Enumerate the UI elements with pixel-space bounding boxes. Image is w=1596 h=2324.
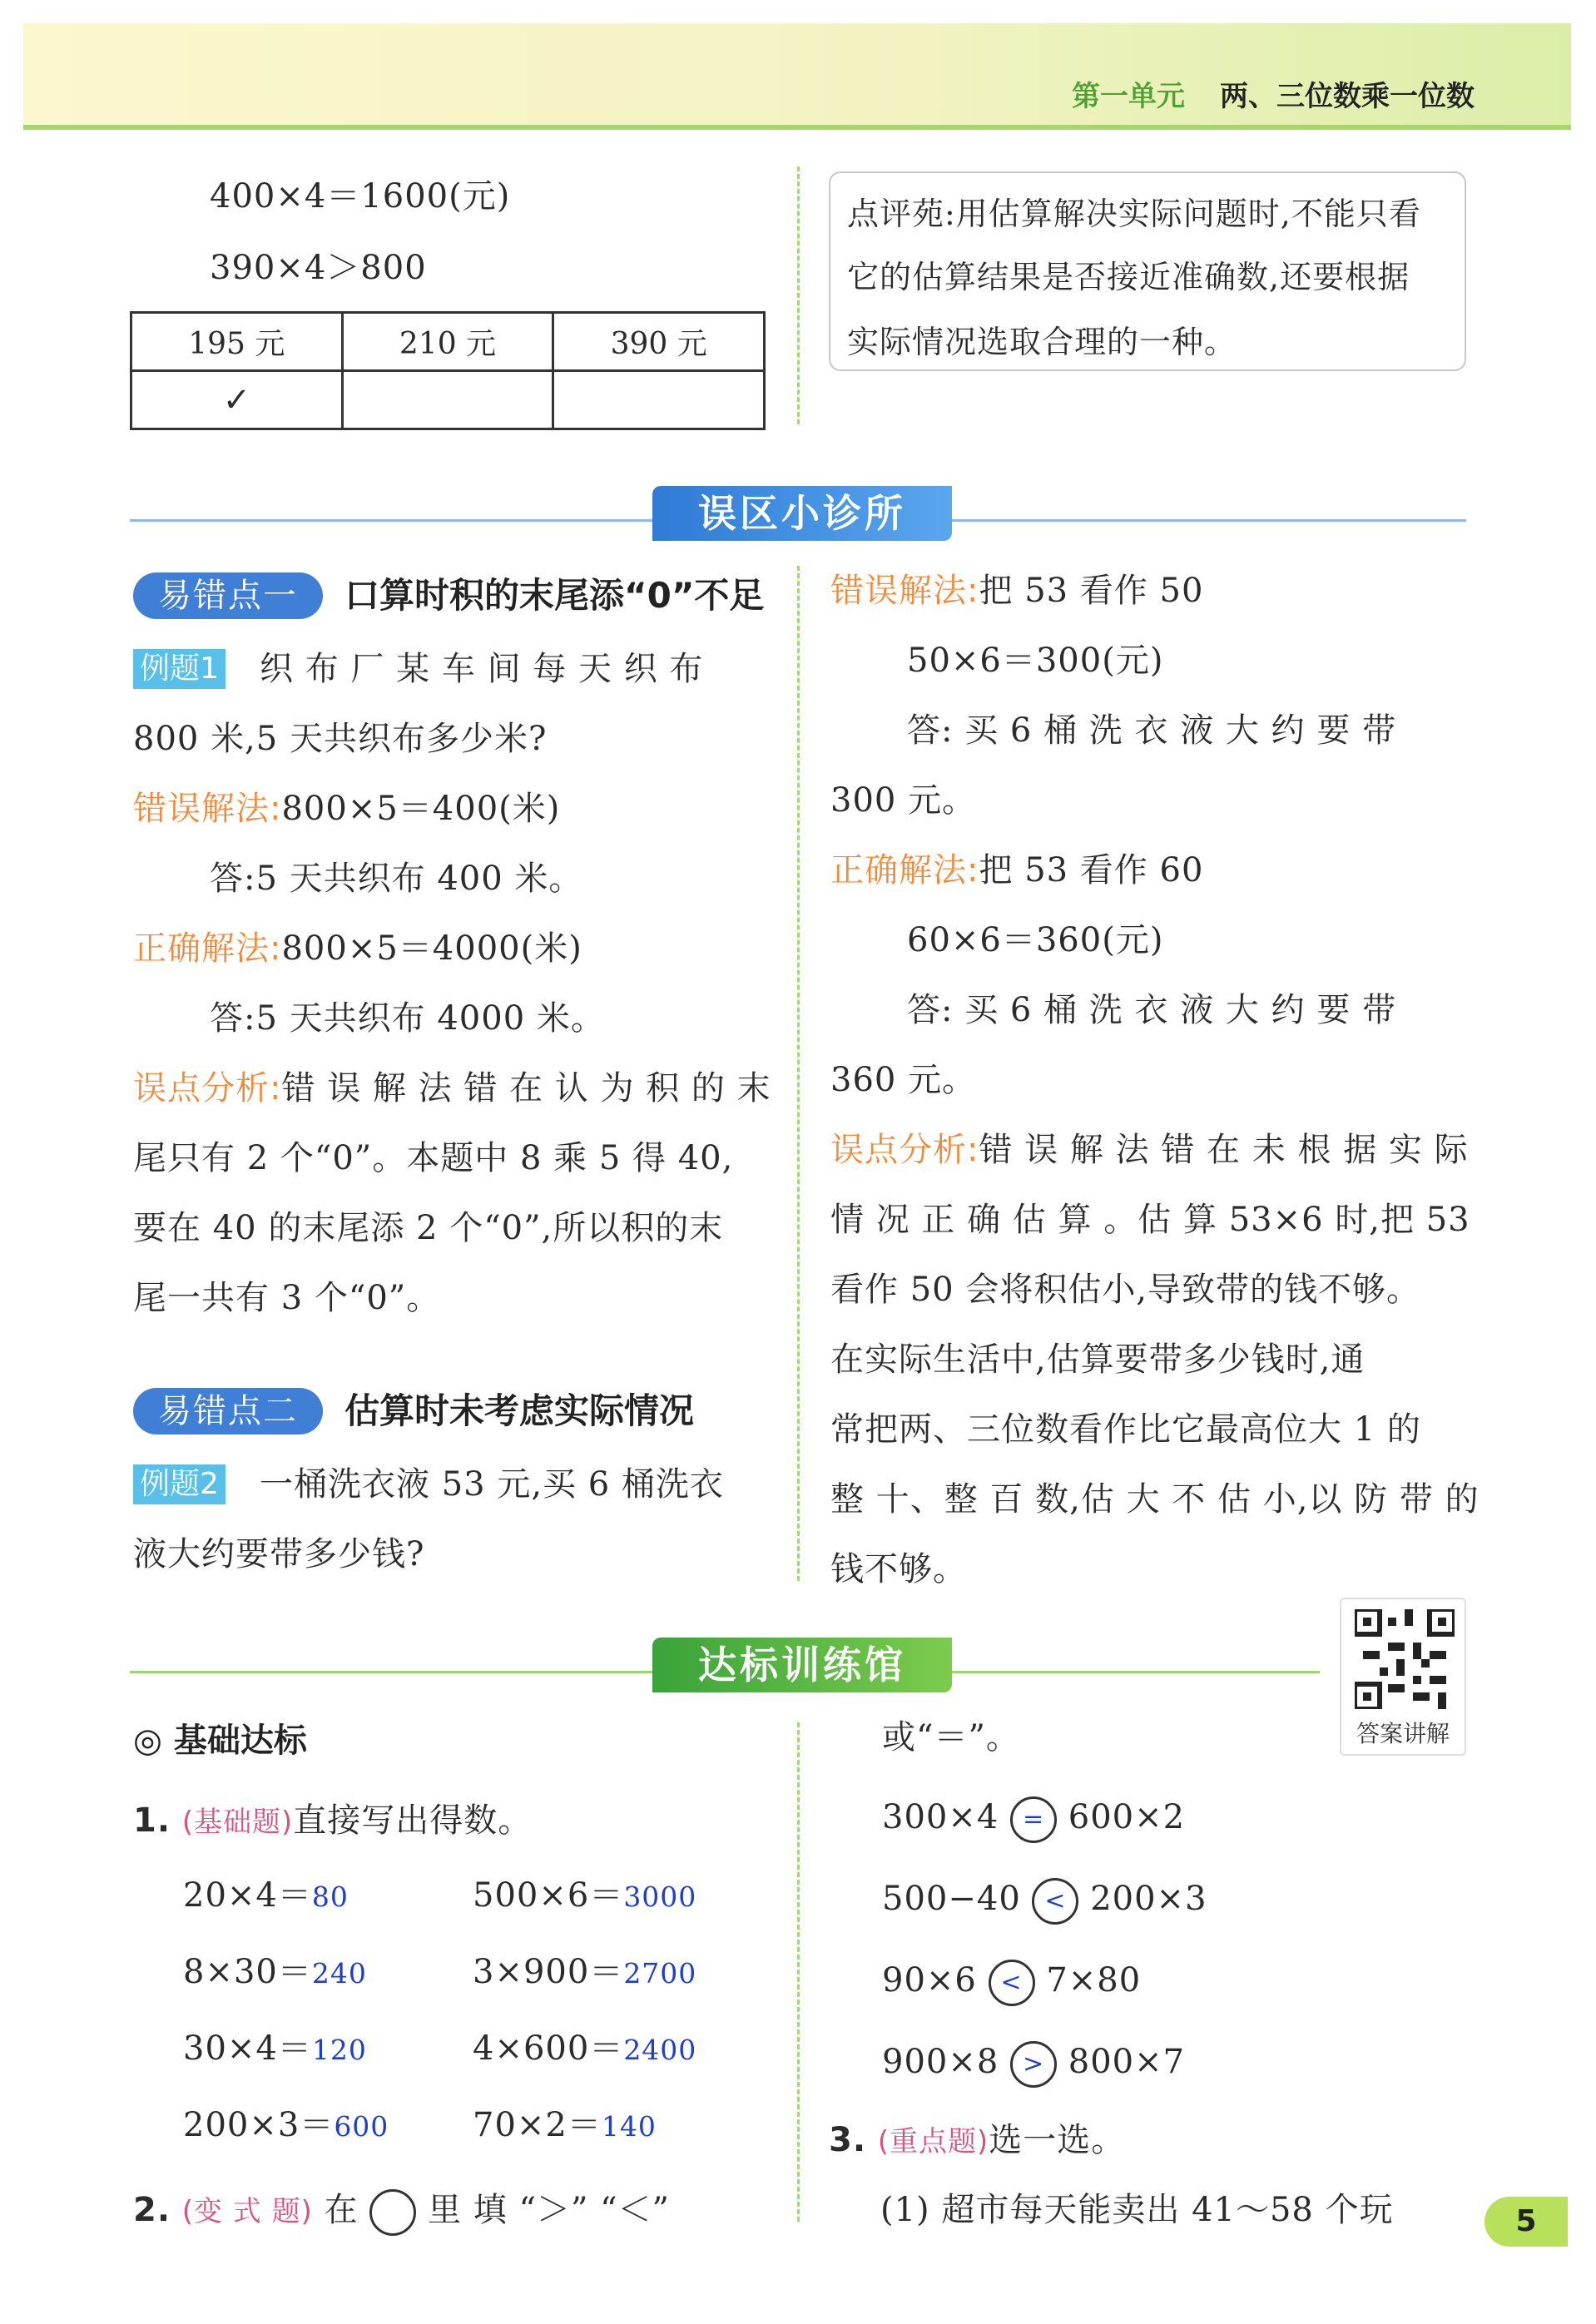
calc-line-1: 400×4＝1600(元) <box>210 177 511 216</box>
answer: 3000 <box>623 1881 697 1913</box>
expression: 500×6＝ <box>473 1876 624 1915</box>
right-expr: 600×2 <box>1068 1798 1186 1836</box>
choice-cell-390: 390 元 <box>553 313 765 371</box>
q1-item <box>183 2014 367 2085</box>
point-2-title: 估算时未考虑实际情况 <box>344 1390 695 1431</box>
section-title-diagnosis: 误区小诊所 <box>652 486 952 541</box>
column-divider <box>797 566 800 1581</box>
question-text: 直接写出得数。 <box>293 1801 533 1840</box>
answer: 120 <box>311 2034 367 2066</box>
q1-item <box>473 2014 696 2085</box>
example-1-line-2: 800 米,5 天共织布多少米? <box>133 720 548 758</box>
empty-cell <box>342 371 553 429</box>
header-line <box>23 125 1571 130</box>
analysis-2-line-7: 钱不够。 <box>830 1550 967 1588</box>
expression: 70×2＝ <box>473 2106 602 2144</box>
q1-item <box>183 1937 367 2009</box>
point-1-title: 口算时积的末尾添“0”不足 <box>344 575 765 616</box>
wrong-answer-2-line-1: 答: 买 6 桶 洗 衣 液 大 约 要 带 <box>907 711 1397 750</box>
expression: 30×4＝ <box>183 2029 312 2068</box>
wrong-solution-2 <box>830 556 1203 626</box>
analysis-text: 错 误 解 法 错 在 未 根 据 实 际 <box>979 1131 1469 1169</box>
answer: 2400 <box>623 2034 697 2066</box>
wrong-solution-1 <box>133 774 560 844</box>
question-1 <box>133 1786 532 1857</box>
right-expr: 800×7 <box>1068 2043 1186 2081</box>
unit-label: 第一单元 <box>1072 80 1185 113</box>
q2-item <box>882 1864 1207 1934</box>
pill-point-2: 易错点二 <box>133 1388 323 1435</box>
analysis-1-line-3: 要在 40 的末尾添 2 个“0”,所以积的末 <box>133 1209 724 1247</box>
choice-table <box>130 311 766 430</box>
wrong-answer-1: 答:5 天共织布 400 米。 <box>210 860 583 898</box>
answer: 80 <box>311 1881 349 1913</box>
right-calc-2: 60×6＝360(元) <box>907 921 1164 959</box>
wrong-calc: 800×5＝400(米) <box>281 790 561 828</box>
empty-cell <box>553 371 765 429</box>
right-label: 正确解法: <box>133 929 282 968</box>
analysis-2-line-5: 常把两、三位数看作比它最高位大 1 的 <box>830 1410 1421 1449</box>
wrong-label: 错误解法: <box>133 790 282 828</box>
example-tag-2: 例题2 <box>133 1464 226 1504</box>
column-divider <box>797 1722 800 2222</box>
right-calc: 800×5＝4000(米) <box>281 929 582 968</box>
question-tag: (基础题) <box>181 1806 294 1839</box>
empty-circle-icon <box>369 2189 416 2236</box>
left-expr: 500−40 <box>882 1880 1021 1918</box>
analysis-2-line-4: 在实际生活中,估算要带多少钱时,通 <box>830 1340 1366 1379</box>
left-expr: 90×6 <box>882 1961 977 1999</box>
answer: 2700 <box>623 1957 697 1990</box>
qr-code-box[interactable] <box>1340 1598 1466 1756</box>
expression: 4×600＝ <box>473 2029 624 2068</box>
question-number: 1. <box>133 1801 171 1840</box>
question-tag: (重点题) <box>877 2125 989 2158</box>
analysis-label: 误点分析: <box>830 1131 979 1169</box>
question-number: 2. <box>133 2191 171 2229</box>
right-expr: 200×3 <box>1090 1880 1207 1918</box>
answer: 240 <box>311 1957 367 1990</box>
q2-item <box>882 1945 1141 2015</box>
q1-item <box>473 1861 696 1932</box>
tip-line-3: 实际情况选取合理的一种。 <box>847 324 1237 360</box>
wrong-label: 错误解法: <box>830 572 979 610</box>
question-number: 3. <box>829 2121 867 2159</box>
expression: 200×3＝ <box>183 2106 335 2144</box>
right-answer-2-line-1: 答: 买 6 桶 洗 衣 液 大 约 要 带 <box>907 991 1397 1029</box>
choice-cell-210: 210 元 <box>342 313 553 371</box>
basics-title: ◎ 基础达标 <box>133 1722 307 1760</box>
right-answer-2-line-2: 360 元。 <box>830 1061 977 1099</box>
analysis-label: 误点分析: <box>133 1069 282 1107</box>
right-answer-1: 答:5 天共织布 4000 米。 <box>210 999 605 1038</box>
question-3 <box>829 2105 1125 2177</box>
comparison-circle[interactable]: > <box>1010 2041 1057 2088</box>
q1-item <box>183 2090 389 2162</box>
question-tag: (变 式 题) <box>181 2195 313 2228</box>
analysis-1-line-4: 尾一共有 3 个“0”。 <box>133 1279 441 1317</box>
question-text: 选一选。 <box>989 2121 1126 2159</box>
tip-line-2: 它的估算结果是否接近准确数,还要根据 <box>847 259 1410 295</box>
q2-item <box>882 1782 1185 1852</box>
analysis-1-line-2: 尾只有 2 个“0”。本题中 8 乘 5 得 40, <box>133 1139 734 1177</box>
q2-item <box>882 2027 1185 2097</box>
left-expr: 300×4 <box>882 1798 999 1836</box>
example-2-line-1: 一桶洗衣液 53 元,买 6 桶洗衣 <box>260 1465 724 1504</box>
example-1-line-1: 织 布 厂 某 车 间 每 天 织 布 <box>260 650 704 688</box>
pill-point-1: 易错点一 <box>133 572 323 619</box>
wrong-text: 把 53 看作 50 <box>979 572 1204 610</box>
analysis-2-line-6: 整 十、整 百 数,估 大 不 估 小,以 防 带 的 <box>830 1480 1480 1519</box>
right-solution-2 <box>830 835 1203 905</box>
q2-continuation: 或“＝”。 <box>882 1718 1020 1757</box>
q1-item <box>473 1937 696 2009</box>
question-text: 在 <box>324 2191 359 2229</box>
qr-label: 答案讲解 <box>1356 1720 1450 1747</box>
example-tag-1: 例题1 <box>133 649 226 689</box>
qr-code-icon <box>1355 1609 1455 1709</box>
analysis-2-line-1 <box>830 1115 1469 1185</box>
expression: 8×30＝ <box>183 1953 312 1991</box>
q1-item <box>183 1861 349 1932</box>
wrong-calc-2: 50×6＝300(元) <box>907 642 1164 680</box>
q1-item <box>473 2090 657 2162</box>
section-title-training: 达标训练馆 <box>652 1638 952 1692</box>
question-text: 里 填 “＞” “＜” <box>428 2191 671 2229</box>
question-2 <box>133 2175 670 2247</box>
comparison-circle[interactable]: = <box>1010 1796 1057 1843</box>
choice-cell-195: 195 元 <box>131 313 343 371</box>
unit-title: 两、三位数乘一位数 <box>1220 80 1475 113</box>
right-solution-1 <box>133 914 582 984</box>
example-2-line-2: 液大约要带多少钱? <box>133 1535 425 1573</box>
analysis-2-line-2: 情 况 正 确 估 算 。估 算 53×6 时,把 53 <box>830 1201 1470 1239</box>
comparison-circle[interactable]: < <box>1032 1878 1078 1925</box>
right-expr: 7×80 <box>1046 1961 1142 1999</box>
analysis-2-line-3: 看作 50 会将积估小,导致带的钱不够。 <box>830 1271 1421 1309</box>
wrong-answer-2-line-2: 300 元。 <box>830 781 977 820</box>
right-text: 把 53 看作 60 <box>979 851 1204 889</box>
page-number: 5 <box>1484 2197 1568 2247</box>
right-label: 正确解法: <box>830 851 979 889</box>
analysis-text: 错 误 解 法 错 在 认 为 积 的 末 <box>281 1069 771 1107</box>
expression: 3×900＝ <box>473 1953 624 1991</box>
expression: 20×4＝ <box>183 1876 312 1915</box>
analysis-1-line-1 <box>133 1053 771 1123</box>
tip-line-1: 点评苑:用估算解决实际问题时,不能只看 <box>847 196 1421 232</box>
check-mark: ✓ <box>131 371 343 429</box>
left-expr: 900×8 <box>882 2043 999 2081</box>
answer: 140 <box>601 2110 657 2143</box>
column-divider <box>797 166 800 424</box>
comparison-circle[interactable]: < <box>989 1960 1035 2006</box>
question-3-sub-1: (1) 超市每天能卖出 41～58 个玩 <box>880 2191 1394 2229</box>
calc-line-2: 390×4＞800 <box>210 249 427 287</box>
answer: 600 <box>334 2110 389 2143</box>
